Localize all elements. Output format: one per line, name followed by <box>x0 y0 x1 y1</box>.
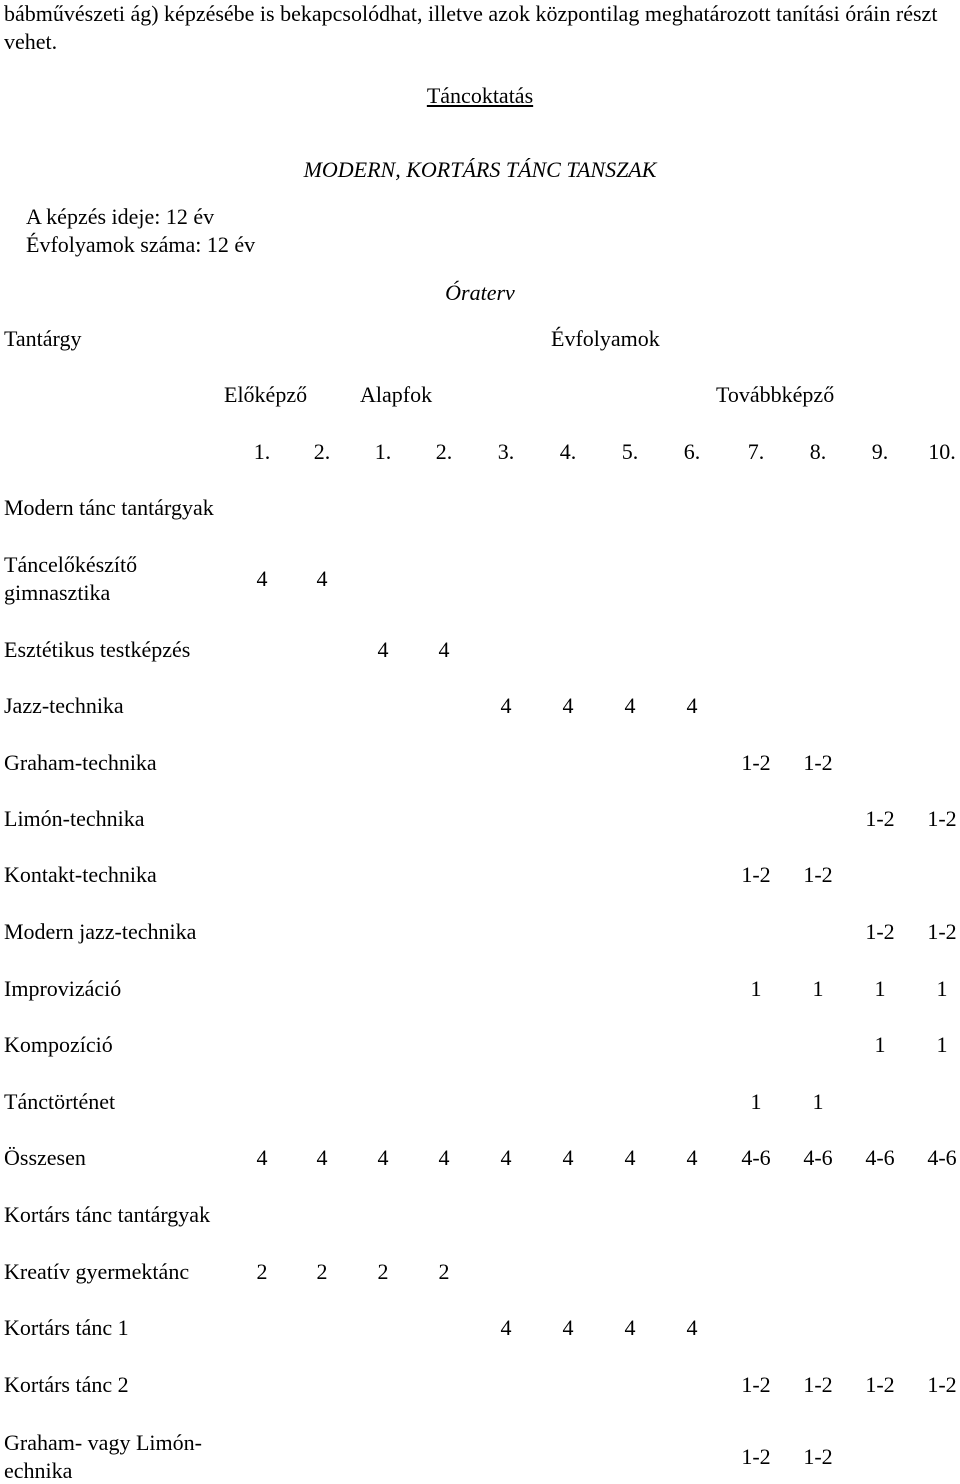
grade-column-header: 2. <box>313 439 331 464</box>
table-cell: 2 <box>256 1259 268 1284</box>
grade-column-header: 8. <box>809 439 827 464</box>
stage-pre: Előképző <box>224 382 308 407</box>
table-cell: 4-6 <box>927 1145 957 1170</box>
table-cell: 4-6 <box>865 1145 895 1170</box>
table-cell: 2 <box>438 1259 450 1284</box>
page-title: Táncoktatás <box>426 83 534 108</box>
row-label: Kortárs tánc 1 <box>4 1315 129 1340</box>
table-cell: 1-2 <box>741 1444 771 1469</box>
stage-advanced: Továbbképző <box>716 382 835 407</box>
table-cell: 4 <box>500 1145 512 1170</box>
row-label: Kontakt-technika <box>4 862 157 887</box>
grade-column-header: 7. <box>747 439 765 464</box>
row-label: Improvizáció <box>4 976 122 1001</box>
table-cell: 4 <box>686 1145 698 1170</box>
table-cell: 1 <box>750 976 762 1001</box>
row-label: Táncelőkészítő <box>4 552 138 577</box>
table-cell: 1 <box>874 1032 886 1057</box>
grades-count-text: Évfolyamok száma: 12 év <box>26 232 256 257</box>
table-cell: 1 <box>750 1089 762 1114</box>
table-cell: 1-2 <box>927 1372 957 1397</box>
table-cell: 2 <box>316 1259 328 1284</box>
duration-text: A képzés ideje: 12 év <box>26 204 215 229</box>
grade-column-header: 6. <box>683 439 701 464</box>
table-cell: 4 <box>624 1145 636 1170</box>
table-cell: 1-2 <box>803 1372 833 1397</box>
table-cell: 1-2 <box>803 1444 833 1469</box>
grades-header: Évfolyamok <box>551 326 660 351</box>
table-cell: 4 <box>562 1315 574 1340</box>
table-cell: 4 <box>500 693 512 718</box>
row-label-line2: gimnasztika <box>4 580 111 605</box>
table-cell: 4 <box>562 1145 574 1170</box>
table-cell: 4 <box>624 693 636 718</box>
table-cell: 2 <box>377 1259 389 1284</box>
table-cell: 4 <box>256 566 268 591</box>
grade-column-header: 4. <box>559 439 577 464</box>
table-cell: 1-2 <box>803 750 833 775</box>
row-label: Modern tánc tantárgyak <box>4 495 214 520</box>
department-title: MODERN, KORTÁRS TÁNC TANSZAK <box>303 157 657 182</box>
row-label-line2: echnika <box>4 1458 73 1483</box>
grade-column-header: 10. <box>928 439 956 464</box>
table-cell: 1-2 <box>741 750 771 775</box>
grade-column-header: 1. <box>374 439 392 464</box>
subject-header: Tantárgy <box>4 326 82 351</box>
grade-column-header: 1. <box>253 439 271 464</box>
table-cell: 4 <box>500 1315 512 1340</box>
intro-paragraph: bábművészeti ág) képzésébe is bekapcsolódhat, illetve azok központilag meghatározott tanítási óráin részt vehet. <box>4 1 938 54</box>
table-cell: 1-2 <box>741 862 771 887</box>
row-label: Modern jazz-technika <box>4 919 197 944</box>
grade-column-header: 9. <box>871 439 889 464</box>
grade-column-header: 2. <box>435 439 453 464</box>
table-cell: 1 <box>812 976 824 1001</box>
stage-basic: Alapfok <box>360 382 433 407</box>
table-cell: 4 <box>686 1315 698 1340</box>
table-cell: 4-6 <box>741 1145 771 1170</box>
table-cell: 4 <box>256 1145 268 1170</box>
row-label: Jazz-technika <box>4 693 124 718</box>
table-cell: 4 <box>316 1145 328 1170</box>
table-cell: 4-6 <box>803 1145 833 1170</box>
table-cell: 1 <box>936 976 948 1001</box>
row-label: Kompozíció <box>4 1032 113 1057</box>
table-cell: 1 <box>936 1032 948 1057</box>
table-cell: 4 <box>438 637 450 662</box>
row-label: Kortárs tánc 2 <box>4 1372 129 1397</box>
table-cell: 4 <box>377 1145 389 1170</box>
row-label: Esztétikus testképzés <box>4 637 191 662</box>
grade-column-header: 3. <box>497 439 515 464</box>
table-cell: 1-2 <box>865 806 895 831</box>
table-cell: 1 <box>874 976 886 1001</box>
row-label: Graham-technika <box>4 750 157 775</box>
table-cell: 4 <box>562 693 574 718</box>
row-label: Összesen <box>4 1145 86 1170</box>
table-cell: 1-2 <box>865 1372 895 1397</box>
row-label: Tánctörténet <box>4 1089 116 1114</box>
row-label: Kreatív gyermektánc <box>4 1259 190 1284</box>
table-cell: 4 <box>438 1145 450 1170</box>
table-cell: 4 <box>377 637 389 662</box>
row-label: Limón-technika <box>4 806 145 831</box>
table-cell: 4 <box>316 566 328 591</box>
table-cell: 1 <box>812 1089 824 1114</box>
table-cell: 4 <box>624 1315 636 1340</box>
table-cell: 1-2 <box>741 1372 771 1397</box>
table-cell: 4 <box>686 693 698 718</box>
timetable-label: Óraterv <box>445 280 515 305</box>
row-label: Graham- vagy Limón- <box>4 1430 202 1455</box>
table-cell: 1-2 <box>803 862 833 887</box>
row-label: Kortárs tánc tantárgyak <box>4 1202 211 1227</box>
table-cell: 1-2 <box>927 806 957 831</box>
table-cell: 1-2 <box>927 919 957 944</box>
grade-column-header: 5. <box>621 439 639 464</box>
table-cell: 1-2 <box>865 919 895 944</box>
